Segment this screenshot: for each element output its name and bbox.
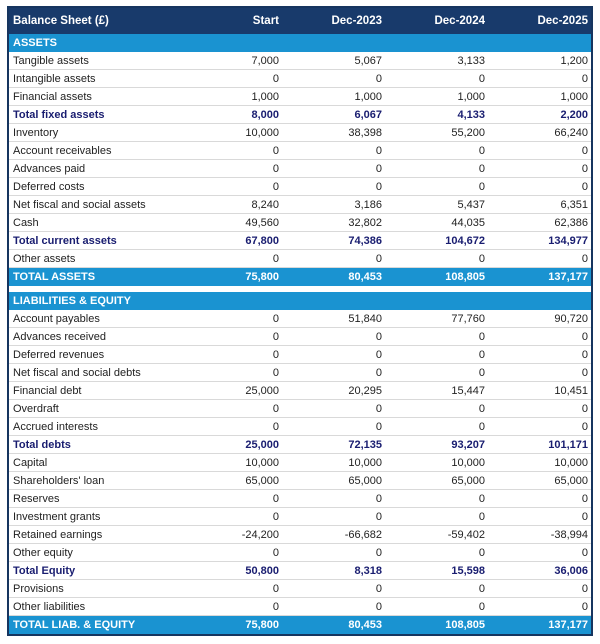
row-value-dec-2023: 0 [375,366,382,379]
table-row-advances-paid [9,160,591,178]
row-value-dec-2023: 0 [375,492,382,505]
row-value-dec-2025: 101,171 [548,438,588,451]
row-value-dec-2024: 0 [478,492,485,505]
row-value-dec-2023: 5,067 [354,54,382,67]
row-value-start: 0 [272,72,279,85]
row-label: TOTAL ASSETS [13,271,96,283]
table-row-total-liab-equity [9,616,591,634]
row-value-dec-2025: 2,200 [560,108,588,121]
row-value-dec-2024: 93,207 [451,438,485,451]
table-row-inventory [9,124,591,142]
row-value-dec-2024: 3,133 [457,54,485,67]
row-value-dec-2024: 0 [478,510,485,523]
row-value-dec-2024: 0 [478,252,485,265]
table-row-cash [9,214,591,232]
table-row-net-fiscal-and-social-debts [9,364,591,382]
row-value-dec-2023: -66,682 [344,528,382,541]
row-value-dec-2024: 4,133 [457,108,485,121]
row-value-start: 0 [272,330,279,343]
row-value-dec-2024: 0 [478,600,485,613]
table-row-other-liabilities [9,598,591,616]
row-value-dec-2023: 0 [375,180,382,193]
row-value-dec-2025: 0 [581,252,588,265]
row-value-start: 0 [272,600,279,613]
row-value-dec-2023: 32,802 [348,216,382,229]
row-value-dec-2023: 0 [375,582,382,595]
row-value-dec-2023: 74,386 [348,234,382,247]
table-row-retained-earnings [9,526,591,544]
row-value-start: 67,800 [245,234,279,247]
row-value-start: 0 [272,402,279,415]
table-row-other-assets [9,250,591,268]
table-row-financial-debt [9,382,591,400]
row-value-dec-2024: 55,200 [451,126,485,139]
table-row-capital [9,454,591,472]
row-label: Financial assets [13,90,92,103]
row-value-dec-2024: 65,000 [451,474,485,487]
row-value-dec-2025: 0 [581,72,588,85]
row-label: Retained earnings [13,528,103,541]
row-value-start: 0 [272,312,279,325]
table-row-provisions [9,580,591,598]
row-value-dec-2025: 0 [581,492,588,505]
row-value-start: 10,000 [245,456,279,469]
row-label: Inventory [13,126,59,139]
row-label: Net fiscal and social debts [13,366,141,379]
row-value-dec-2024: 0 [478,144,485,157]
row-value-dec-2023: 0 [375,348,382,361]
row-value-dec-2023: 20,295 [348,384,382,397]
row-value-start: 0 [272,180,279,193]
section-header-label: LIABILITIES & EQUITY [13,295,131,307]
row-value-start: 0 [272,420,279,433]
row-value-dec-2025: 0 [581,366,588,379]
table-row-investment-grants [9,508,591,526]
row-value-dec-2025: 6,351 [560,198,588,211]
row-label: Reserves [13,492,60,505]
row-value-dec-2025: 90,720 [554,312,588,325]
row-value-dec-2023: 0 [375,72,382,85]
row-value-dec-2024: 0 [478,330,485,343]
row-value-dec-2024: 0 [478,582,485,595]
row-value-dec-2024: 108,805 [445,271,485,283]
row-value-dec-2024: 15,447 [451,384,485,397]
row-label: Other liabilities [13,600,86,613]
table-row-accrued-interests [9,418,591,436]
row-label: Total current assets [13,234,117,247]
table-row-total-fixed-assets [9,106,591,124]
row-value-start: 8,000 [251,108,279,121]
row-value-start: 0 [272,144,279,157]
row-label: Shareholders' loan [13,474,105,487]
table-row-deferred-costs [9,178,591,196]
row-value-dec-2025: 0 [581,546,588,559]
row-value-dec-2023: 0 [375,600,382,613]
row-value-dec-2025: 0 [581,582,588,595]
row-value-dec-2023: 0 [375,402,382,415]
row-value-dec-2024: 0 [478,546,485,559]
table-body [9,34,591,634]
table-row-financial-assets [9,88,591,106]
row-value-dec-2024: 0 [478,366,485,379]
row-value-dec-2025: 10,451 [554,384,588,397]
row-value-dec-2024: 0 [478,402,485,415]
row-value-dec-2023: 10,000 [348,456,382,469]
row-value-start: 7,000 [251,54,279,67]
row-label: Overdraft [13,402,59,415]
row-label: Deferred costs [13,180,85,193]
row-label: Financial debt [13,384,82,397]
table-row-account-receivables [9,142,591,160]
row-value-dec-2025: 0 [581,420,588,433]
row-value-dec-2025: 0 [581,348,588,361]
row-label: TOTAL LIAB. & EQUITY [13,619,136,631]
row-value-dec-2024: 44,035 [451,216,485,229]
row-value-dec-2024: 0 [478,162,485,175]
table-row-shareholders-loan [9,472,591,490]
table-row-total-debts [9,436,591,454]
table-header-row [9,8,591,34]
row-value-dec-2024: 104,672 [445,234,485,247]
row-value-dec-2024: 15,598 [451,564,485,577]
row-value-dec-2025: 66,240 [554,126,588,139]
row-label: Other equity [13,546,73,559]
row-value-dec-2023: 0 [375,144,382,157]
row-label: Total debts [13,438,71,451]
table-row-net-fiscal-and-social-assets [9,196,591,214]
row-label: Account payables [13,312,100,325]
row-label: Accrued interests [13,420,98,433]
row-value-start: 0 [272,546,279,559]
row-value-start: -24,200 [241,528,279,541]
row-value-dec-2025: 10,000 [554,456,588,469]
row-value-dec-2023: 0 [375,252,382,265]
row-value-dec-2025: 1,000 [560,90,588,103]
row-value-start: 0 [272,348,279,361]
row-value-dec-2023: 0 [375,330,382,343]
row-value-dec-2024: 5,437 [457,198,485,211]
table-row-account-payables [9,310,591,328]
row-value-dec-2024: 10,000 [451,456,485,469]
row-value-start: 49,560 [245,216,279,229]
section-header-label: ASSETS [13,37,58,49]
row-label: Advances paid [13,162,86,175]
table-row-total-equity [9,562,591,580]
row-value-dec-2024: 77,760 [451,312,485,325]
row-value-dec-2023: 72,135 [348,438,382,451]
row-value-dec-2024: 0 [478,180,485,193]
row-value-start: 8,240 [251,198,279,211]
table-row-intangible-assets [9,70,591,88]
row-value-dec-2023: 6,067 [354,108,382,121]
row-label: Net fiscal and social assets [13,198,146,211]
row-value-dec-2025: 1,200 [560,54,588,67]
row-value-start: 65,000 [245,474,279,487]
row-label: Other assets [13,252,76,265]
row-value-dec-2025: 134,977 [548,234,588,247]
row-value-dec-2023: 0 [375,162,382,175]
row-value-dec-2024: 108,805 [445,619,485,631]
row-value-start: 0 [272,252,279,265]
row-label: Tangible assets [13,54,89,67]
row-value-dec-2025: 0 [581,144,588,157]
row-value-dec-2023: 0 [375,510,382,523]
column-header-start: Start [252,15,279,27]
row-value-dec-2023: 65,000 [348,474,382,487]
row-value-dec-2024: 0 [478,420,485,433]
row-value-dec-2025: 0 [581,180,588,193]
row-value-dec-2025: 0 [581,330,588,343]
row-value-start: 10,000 [245,126,279,139]
row-value-dec-2025: 62,386 [554,216,588,229]
row-value-start: 0 [272,510,279,523]
table-row-deferred-revenues [9,346,591,364]
table-row-other-equity [9,544,591,562]
row-label: Total fixed assets [13,108,105,121]
table-row-overdraft [9,400,591,418]
row-value-dec-2025: 0 [581,600,588,613]
row-value-start: 0 [272,582,279,595]
table-row-advances-received [9,328,591,346]
table-row-total-assets [9,268,591,286]
row-value-dec-2025: 137,177 [548,619,588,631]
row-value-start: 1,000 [251,90,279,103]
row-value-dec-2024: 1,000 [457,90,485,103]
row-value-dec-2023: 51,840 [348,312,382,325]
balance-sheet-table [7,6,593,636]
section-header-assets [9,34,591,52]
row-value-start: 25,000 [245,384,279,397]
table-row-tangible-assets [9,52,591,70]
column-header-dec-2024: Dec-2024 [434,15,485,27]
row-label: Provisions [13,582,64,595]
row-value-dec-2025: 0 [581,510,588,523]
row-value-dec-2023: 1,000 [354,90,382,103]
row-value-dec-2023: 80,453 [348,271,382,283]
row-value-dec-2023: 38,398 [348,126,382,139]
row-label: Cash [13,216,39,229]
row-value-dec-2025: 137,177 [548,271,588,283]
row-value-start: 0 [272,162,279,175]
row-value-start: 50,800 [245,564,279,577]
table-row-total-current-assets [9,232,591,250]
row-value-dec-2023: 0 [375,546,382,559]
row-label: Investment grants [13,510,101,523]
row-value-dec-2023: 3,186 [354,198,382,211]
row-value-dec-2023: 0 [375,420,382,433]
row-value-dec-2025: 65,000 [554,474,588,487]
row-label: Advances received [13,330,106,343]
row-value-start: 25,000 [245,438,279,451]
row-label: Capital [13,456,48,469]
row-value-dec-2025: 0 [581,162,588,175]
row-value-dec-2024: -59,402 [447,528,485,541]
row-value-dec-2023: 80,453 [348,619,382,631]
row-value-dec-2024: 0 [478,348,485,361]
column-header-dec-2023: Dec-2023 [331,15,382,27]
row-value-start: 0 [272,366,279,379]
row-value-dec-2025: -38,994 [550,528,588,541]
table-row-reserves [9,490,591,508]
row-value-dec-2025: 0 [581,402,588,415]
row-value-start: 75,800 [245,271,279,283]
section-header-liabilities-equity [9,292,591,310]
row-label: Total Equity [13,564,76,577]
row-value-dec-2023: 8,318 [354,564,382,577]
row-value-start: 0 [272,492,279,505]
row-value-dec-2025: 36,006 [554,564,588,577]
row-value-start: 75,800 [245,619,279,631]
row-label: Intangible assets [13,72,96,85]
table-title: Balance Sheet (£) [13,15,109,27]
row-value-dec-2024: 0 [478,72,485,85]
column-header-dec-2025: Dec-2025 [537,15,588,27]
row-label: Deferred revenues [13,348,105,361]
row-label: Account receivables [13,144,112,157]
